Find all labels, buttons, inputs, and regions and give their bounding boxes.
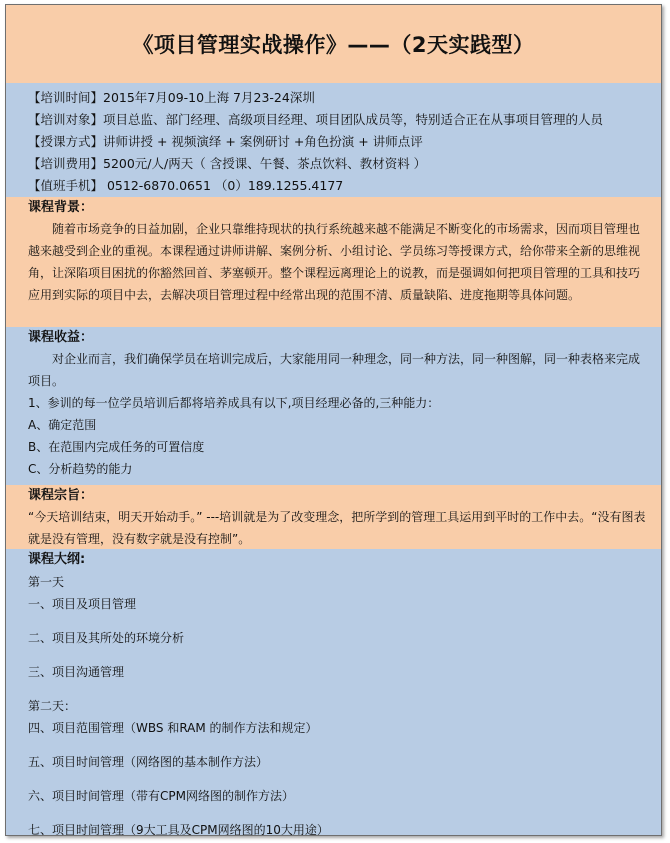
benefit-item: C、分析趋势的能力: [28, 462, 133, 476]
benefit-item: B、在范围内完成任务的可置信度: [28, 440, 205, 454]
course-info-section: [6, 83, 661, 197]
outline-section: [6, 549, 661, 836]
outline-item: 六、项目时间管理（带有CPM网络图的制作方法）: [28, 789, 294, 803]
background-text: 随着市场竞争的日益加剧，企业只靠维持现状的执行系统越来越不能满足不断变化的市场需求，因而项目管理也越来越受到企业的重视。本课程通过讲师讲解、案例分析、小组讨论、学员练习等授课方式，给你带来全新的思维视角，让深陷项目困扰的你豁然回首、茅塞顿开。整个课程远离理论上的说教，而是强调如何把项目管理的工具和技巧应用到实际的项目中去，去解决项目管理过程中经常出现的范围不清、质量缺陷、进度拖期等具体问题。: [28, 222, 641, 302]
duty-phone: 【值班手机】 0512-6870.0651 （0）189.1255.4177: [28, 178, 344, 193]
purpose-heading: 课程宗旨：: [28, 488, 94, 503]
background-section: [6, 197, 661, 327]
outline-item: 七、项目时间管理（9大工具及CPM网络图的10大用途）: [28, 823, 329, 836]
purpose-section: [6, 485, 661, 549]
training-audience: 【培训对象】项目总监、部门经理、高级项目经理、项目团队成员等，特别适合正在从事项目管理的人员: [28, 112, 604, 127]
outline-heading: 课程大纲:: [28, 552, 86, 567]
background-heading: 课程背景：: [28, 200, 94, 215]
benefit-item: A、确定范围: [28, 418, 97, 432]
teaching-method: 【授课方式】讲师讲授 + 视频演绎 + 案例研讨 +角色扮演 + 讲师点评: [28, 134, 423, 149]
outline-item: 四、项目范围管理（WBS 和RAM 的制作方法和规定）: [28, 721, 318, 735]
benefits-lead: 1、参训的每一位学员培训后都将培养成具有以下,项目经理必备的,三种能力：: [28, 396, 440, 410]
day-two-label: 第二天：: [28, 699, 77, 713]
outline-item: 五、项目时间管理（网络图的基本制作方法）: [28, 755, 269, 769]
outline-item: 三、项目沟通管理: [28, 665, 125, 679]
benefits-section: [6, 327, 661, 485]
training-time: 【培训时间】2015年7月09-10上海 7月23-24深圳: [28, 90, 315, 105]
day-one-label: 第一天: [28, 575, 65, 589]
benefits-heading: 课程收益：: [28, 330, 94, 345]
benefits-intro: 对企业而言，我们确保学员在培训完成后，大家能用同一种理念，同一种方法，同一种图解，同一种表格来完成项目。: [28, 352, 641, 388]
purpose-text: “今天培训结束，明天开始动手。” ---培训就是为了改变理念，把所学到的管理工具运用到平时的工作中去。“没有图表就是没有管理，没有数字就是没有控制”。: [28, 510, 646, 546]
course-title: 《项目管理实战操作》——（2天实践型）: [6, 5, 661, 83]
outline-item: 一、项目及项目管理: [28, 597, 137, 611]
course-document: [5, 4, 662, 836]
training-fee: 【培训费用】5200元/人/两天（ 含授课、午餐、茶点饮料、教材资料 ）: [28, 156, 427, 171]
outline-item: 二、项目及其所处的环境分析: [28, 631, 185, 645]
